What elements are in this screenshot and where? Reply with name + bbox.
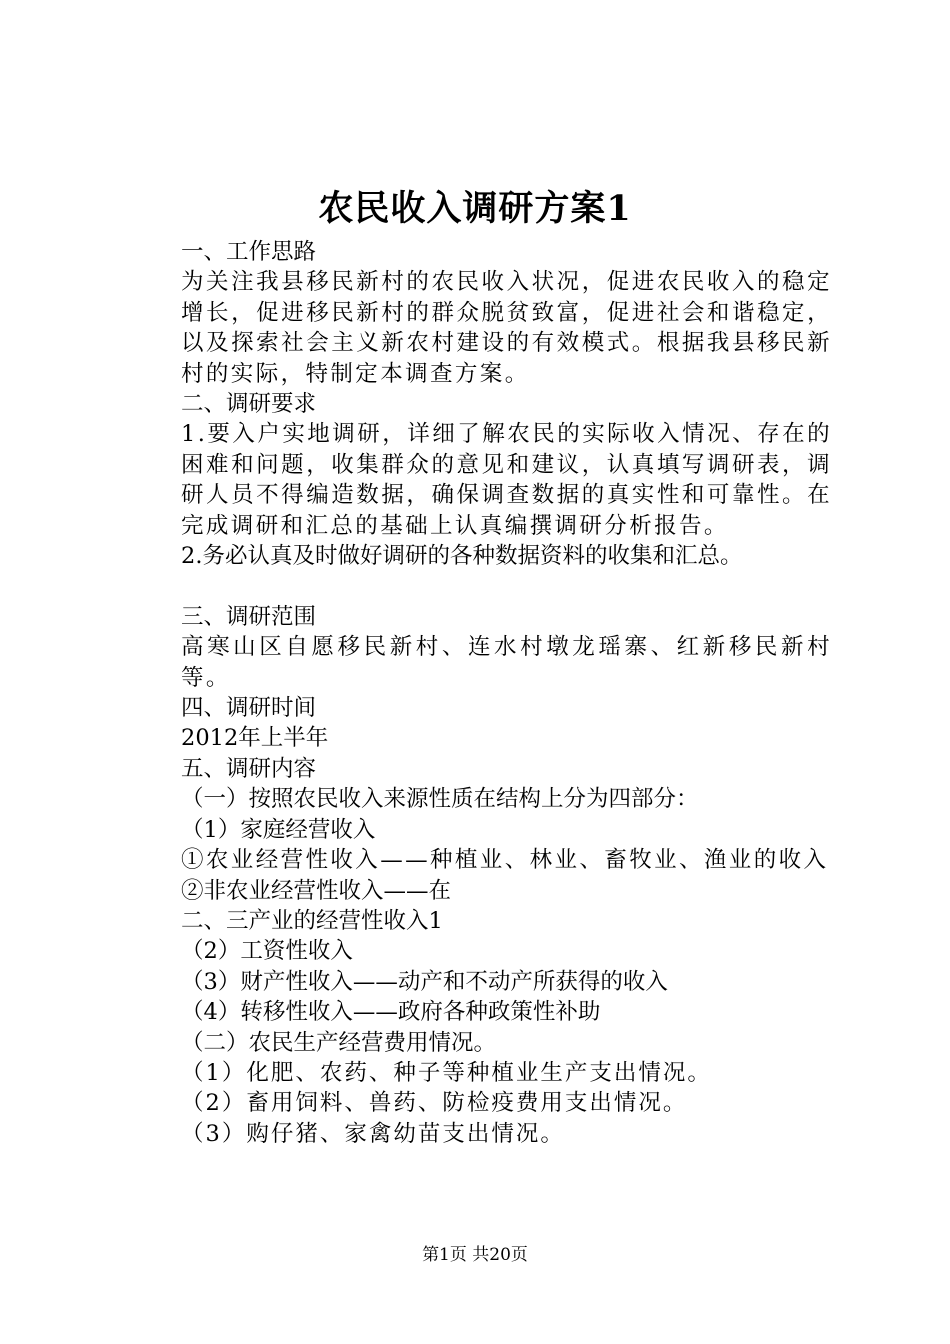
paragraph-work-approach: 为关注我县移民新村的农民收入状况，促进农民收入的稳定增长，促进移民新村的群众脱贫致富，促进社会和谐稳定，以及探索社会主义新农村建设的有效模式。根据我县移民新村的实际，特制定本调查方案。: [181, 269, 832, 387]
list-item-wage-income: （2）工资性收入: [181, 938, 353, 965]
list-item-income-structure: （一）按照农民收入来源性质在结构上分为四部分：: [181, 786, 699, 813]
list-item-property-income: （3）财产性收入——动产和不动产所获得的收入: [181, 968, 668, 995]
list-item-household-income: （1）家庭经营收入: [181, 816, 376, 843]
section-heading-time: 四、调研时间: [181, 695, 317, 722]
section-heading-work-approach: 一、工作思路: [181, 239, 317, 265]
section-heading-content: 五、调研内容: [181, 755, 317, 782]
list-item-agricultural-income: ①农业经营性收入——种植业、林业、畜牧业、渔业的收入: [181, 847, 829, 874]
document-body: [127, 237, 832, 1149]
list-item-non-agricultural-income: ②非农业经营性收入——在: [181, 877, 452, 904]
list-item-fertilizer-costs: （1）化肥、农药、种子等种植业生产支出情况。: [181, 1059, 712, 1086]
document-title: 农民收入调研方案1: [318, 188, 632, 229]
blank-line: [127, 571, 832, 601]
paragraph-requirement-1: 1.要入户实地调研，详细了解农民的实际收入情况、存在的困难和问题，收集群众的意见和建议，认真填写调研表，调研人员不得编造数据，确保调查数据的真实性和可靠性。在完成调研和汇总的基础上认真编撰调研分析报告。: [181, 421, 832, 539]
section-heading-scope: 三、调研范围: [181, 603, 317, 630]
list-item-livestock-costs: （3）购仔猪、家禽幼苗支出情况。: [181, 1120, 565, 1147]
paragraph-requirement-2: 2.务必认真及时做好调研的各种数据资料的收集和汇总。: [181, 543, 743, 570]
paragraph-time: 2012年上半年: [181, 725, 329, 752]
list-item-industry-income: 二、三产业的经营性收入1: [181, 907, 443, 934]
section-heading-requirements: 二、调研要求: [181, 391, 317, 418]
list-item-transfer-income: （4）转移性收入——政府各种政策性补助: [181, 999, 601, 1026]
list-item-feed-costs: （2）畜用饲料、兽药、防检疫费用支出情况。: [181, 1090, 688, 1117]
page-number-footer: 第1页 共20页: [422, 1245, 528, 1265]
list-item-production-costs: （二）农民生产经营费用情况。: [181, 1029, 497, 1056]
paragraph-scope: 高寒山区自愿移民新村、连水村墩龙瑶寨、红新移民新村等。: [181, 634, 832, 691]
